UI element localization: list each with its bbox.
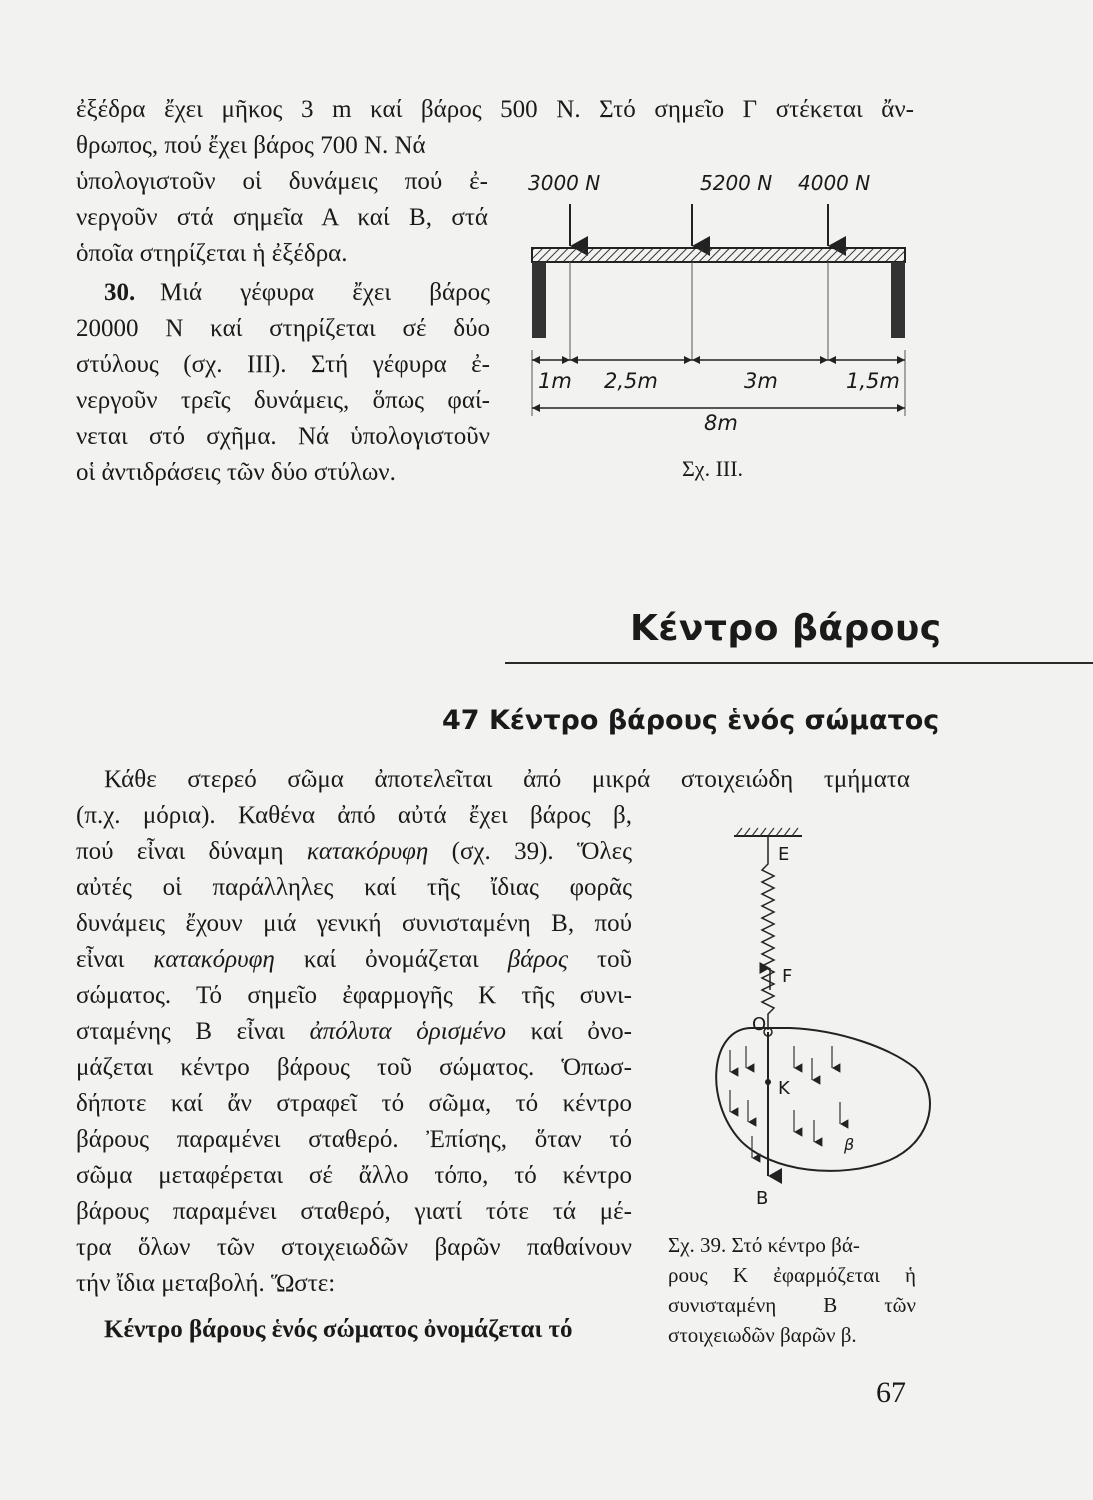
- heading-number: 47: [442, 705, 480, 736]
- text-segment: (σχ. 39). Ὅλες: [428, 838, 632, 865]
- text-italic: βάρος: [507, 946, 568, 973]
- text-line: θρωπος, πού ἔχει βάρος 700 Ν. Νά: [76, 132, 426, 159]
- text-line: 20000 Ν καί στηρίζεται σέ δύο: [76, 315, 490, 342]
- text-line: ἐξέδρα ἔχει μῆκος 3 m καί βάρος 500 Ν. Στό σημεῖο Γ στέκεται ἄν-: [76, 96, 914, 123]
- text-line: βάρους παραμένει σταθερό. Ἐπίσης, ὅταν τό: [76, 1126, 632, 1153]
- ceiling-hatch: [736, 828, 798, 836]
- text-line: σῶμα μεταφέρεται σέ ἄλλο τόπο, τό κέντρο: [76, 1162, 632, 1189]
- force-label-2: 5200 N: [700, 171, 773, 195]
- center-of-mass-figure: [690, 820, 950, 1220]
- label-B: B: [756, 1188, 769, 1209]
- section-rule: [505, 662, 1093, 664]
- text-line: βάρους παραμένει σταθερό, γιατί τότε τά μέ-: [76, 1198, 632, 1225]
- text-line: σώματος. Τό σημεῖο ἐφαρμογῆς Κ τῆς συνι-: [76, 982, 632, 1009]
- figure-caption: Σχ. ΙΙΙ.: [682, 456, 744, 481]
- dimension-label-2: 2,5m: [604, 369, 658, 393]
- text-line: [76, 945, 632, 975]
- text-line: δήποτε καί ἄν στραφεῖ τό σῶμα, τό κέντρο: [76, 1090, 632, 1117]
- spring: [762, 836, 774, 1030]
- label-F: F: [782, 966, 793, 987]
- text-line: ὑπολογιστοῦν οἱ δυνάμεις πού ἐ-: [76, 168, 488, 195]
- caption-word: συνισταμένη: [668, 1293, 777, 1317]
- text-line: νεργοῦν τρεῖς δυνάμεις, ὅπως φαί-: [76, 387, 490, 414]
- text-segment: εἶναι: [76, 946, 154, 973]
- left-pillar: [532, 262, 546, 338]
- label-beta: β: [844, 1135, 855, 1154]
- right-pillar: [891, 262, 905, 338]
- label-O: O: [752, 1014, 767, 1035]
- force-label-1: 3000 N: [528, 171, 601, 195]
- section-title: Κέντρο βάρους: [630, 608, 942, 649]
- total-length-label: 8m: [704, 411, 738, 435]
- bridge-figure: [520, 160, 920, 480]
- text-line: δυνάμεις ἔχουν μιά γενική συνισταμένη Β, πού: [76, 910, 632, 937]
- caption-word: τῶν: [884, 1293, 916, 1317]
- body-outline: [716, 1028, 930, 1171]
- text-line: μάζεται κέντρο βάρους τοῦ σώματος. Ὁπωσ-: [76, 1054, 632, 1081]
- bridge-deck: [532, 248, 905, 262]
- figure-39-caption-line: στοιχειωδῶν βαρῶν β.: [668, 1323, 857, 1347]
- text-line: νεργοῦν στά σημεῖα Α καί Β, στά: [76, 204, 488, 231]
- figure-39-caption-line: [668, 1290, 916, 1320]
- figure-39-caption-line: ρους Κ ἐφαρμόζεται ἡ: [668, 1263, 916, 1287]
- force-label-3: 4000 N: [798, 171, 871, 195]
- text-line: [76, 1017, 632, 1047]
- problem-number: [104, 278, 135, 308]
- text-line: Μιά γέφυρα ἔχει βάρος: [160, 279, 490, 306]
- text-line: ὁποῖα στηρίζεται ἡ ἐξέδρα.: [76, 240, 348, 267]
- text-line: Κάθε στερεό σῶμα ἀποτελεῖται ἀπό μικρά στοιχειώδη τμήματα: [104, 766, 910, 793]
- text-italic: ἀπόλυτα ὁρισμένο: [309, 1018, 507, 1045]
- dimension-label-1: 1m: [538, 369, 572, 393]
- label-K: K: [778, 1078, 790, 1099]
- section-heading: [442, 705, 939, 736]
- elementary-weights: [730, 1046, 840, 1158]
- definition-line: Κέντρο βάρους ἑνός σώματος ὀνομάζεται τό: [104, 1316, 573, 1343]
- text-segment: τοῦ: [567, 946, 632, 973]
- caption-word: Β: [823, 1293, 838, 1317]
- text-italic: κατακόρυφη: [306, 838, 429, 865]
- text-italic: κατακόρυφη: [153, 946, 275, 973]
- text-line: (π.χ. μόρια). Καθένα ἀπό αὐτά ἔχει βάρος β,: [76, 802, 632, 829]
- text-segment: καί ὀνο-: [506, 1018, 632, 1045]
- heading-text: Κέντρο βάρους ἑνός σώματος: [488, 705, 940, 736]
- text-line: στύλους (σχ. ΙΙΙ). Στή γέφυρα ἐ-: [76, 351, 490, 378]
- dimension-label-3: 3m: [744, 369, 778, 393]
- text-line: τήν ἴδια μεταβολή. Ὥστε:: [76, 1270, 336, 1297]
- problem-30-number: 30.: [104, 279, 136, 306]
- dimension-label-4: 1,5m: [846, 369, 900, 393]
- text-line: αὐτές οἱ παράλληλες καί τῆς ἴδιας φορᾶς: [76, 874, 632, 901]
- text-line: [76, 837, 632, 867]
- text-segment: πού εἶναι δύναμη: [76, 838, 307, 865]
- text-segment: καί ὀνομάζεται: [274, 946, 508, 973]
- text-segment: σταμένης Β εἶναι: [76, 1018, 310, 1045]
- text-line: τρα ὅλων τῶν στοιχειωδῶν βαρῶν παθαίνουν: [76, 1234, 632, 1261]
- label-E: E: [778, 844, 790, 865]
- page-number: 67: [876, 1376, 906, 1409]
- text-line: νεται στό σχῆμα. Νά ὑπολογιστοῦν: [76, 423, 490, 450]
- center-of-mass-point: [765, 1079, 771, 1085]
- text-line: οἱ ἀντιδράσεις τῶν δύο στύλων.: [76, 459, 396, 486]
- figure-39-caption-line: Σχ. 39. Στό κέντρο βά-: [668, 1233, 860, 1257]
